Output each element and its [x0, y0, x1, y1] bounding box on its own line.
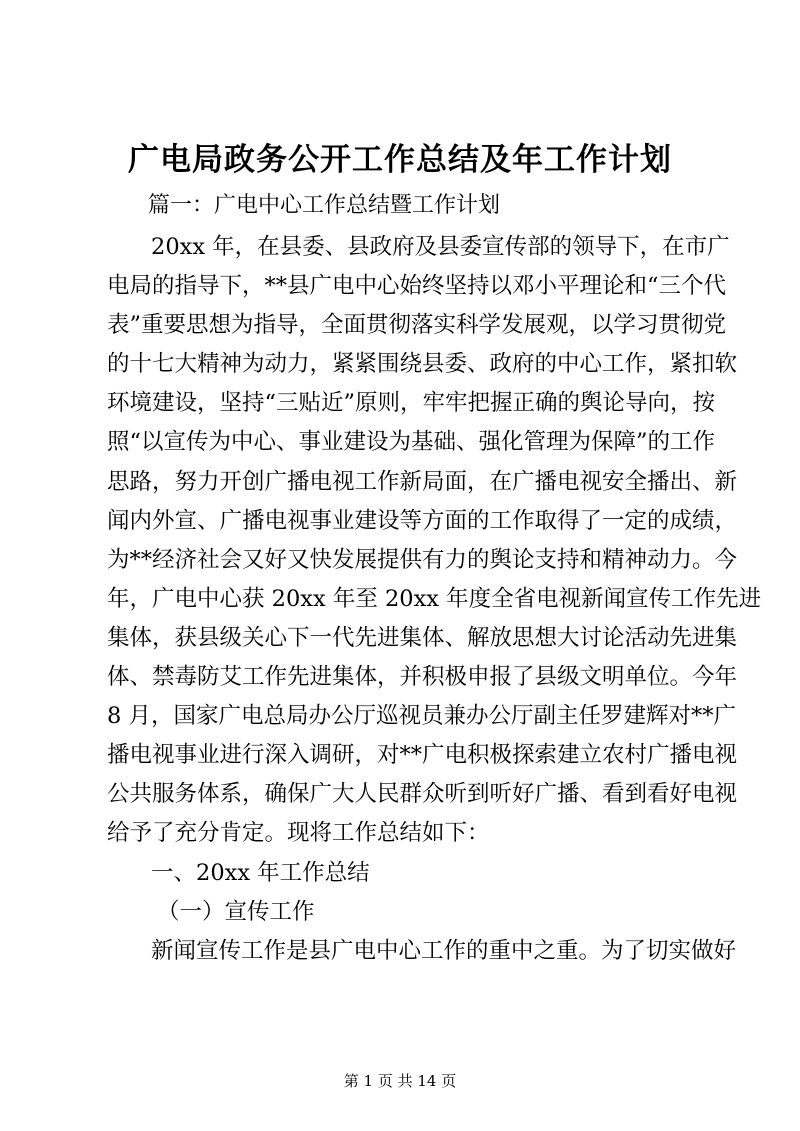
paragraph-line: 8 月，国家广电总局办公厅巡视员兼办公厅副主任罗建辉对**广	[107, 703, 736, 730]
paragraph-line: 体、禁毒防艾工作先进集体，并积极申报了县级文明单位。今年	[107, 664, 738, 691]
paragraph-line: 为**经济社会又好又快发展提供有力的舆论支持和精神动力。今	[107, 546, 738, 573]
document-subtitle: 篇一：广电中心工作总结暨工作计划	[148, 193, 501, 218]
paragraph-line: 新闻宣传工作是县广电中心工作的重中之重。为了切实做好	[151, 937, 737, 964]
paragraph-line: 表”重要思想为指导，全面贯彻落实科学发展观，以学习贯彻党	[107, 312, 727, 339]
section-heading: 一、20xx 年工作总结	[151, 859, 370, 886]
document-title: 广电局政务公开工作总结及年工作计划	[128, 142, 672, 178]
document-body	[107, 228, 762, 971]
paragraph-line: 20xx 年，在县委、县政府及县委宣传部的领导下，在市广	[151, 234, 730, 260]
paragraph-line: 电局的指导下，**县广电中心始终坚持以邓小平理论和“三个代	[107, 273, 727, 300]
paragraph-line: 环境建设，坚持“三贴近”原则，牢牢把握正确的舆论导向，按	[107, 390, 716, 417]
paragraph-line: 年，广电中心获 20xx 年至 20xx 年度全省电视新闻宣传工作先进	[107, 585, 762, 612]
paragraph-line: 集体，获县级关心下一代先进集体、解放思想大讨论活动先进集	[107, 624, 738, 651]
paragraph-line: 播电视事业进行深入调研，对**广电积极探索建立农村广播电视	[107, 742, 738, 769]
paragraph-line: 照“以宣传为中心、事业建设为基础、强化管理为保障”的工作	[107, 429, 716, 456]
paragraph-line: 思路，努力开创广播电视工作新局面，在广播电视安全播出、新	[107, 468, 738, 495]
subsection-heading: （一）宣传工作	[157, 898, 315, 925]
page-footer: 第 1 页 共 14 页	[343, 1072, 457, 1090]
paragraph-line: 的十七大精神为动力，紧紧围绕县委、政府的中心工作，紧扣软	[107, 351, 738, 378]
paragraph-line: 给予了充分肯定。现将工作总结如下：	[107, 820, 490, 847]
paragraph-line: 闻内外宣、广播电视事业建设等方面的工作取得了一定的成绩，	[107, 507, 738, 534]
paragraph-line: 公共服务体系，确保广大人民群众听到听好广播、看到看好电视	[107, 781, 738, 808]
